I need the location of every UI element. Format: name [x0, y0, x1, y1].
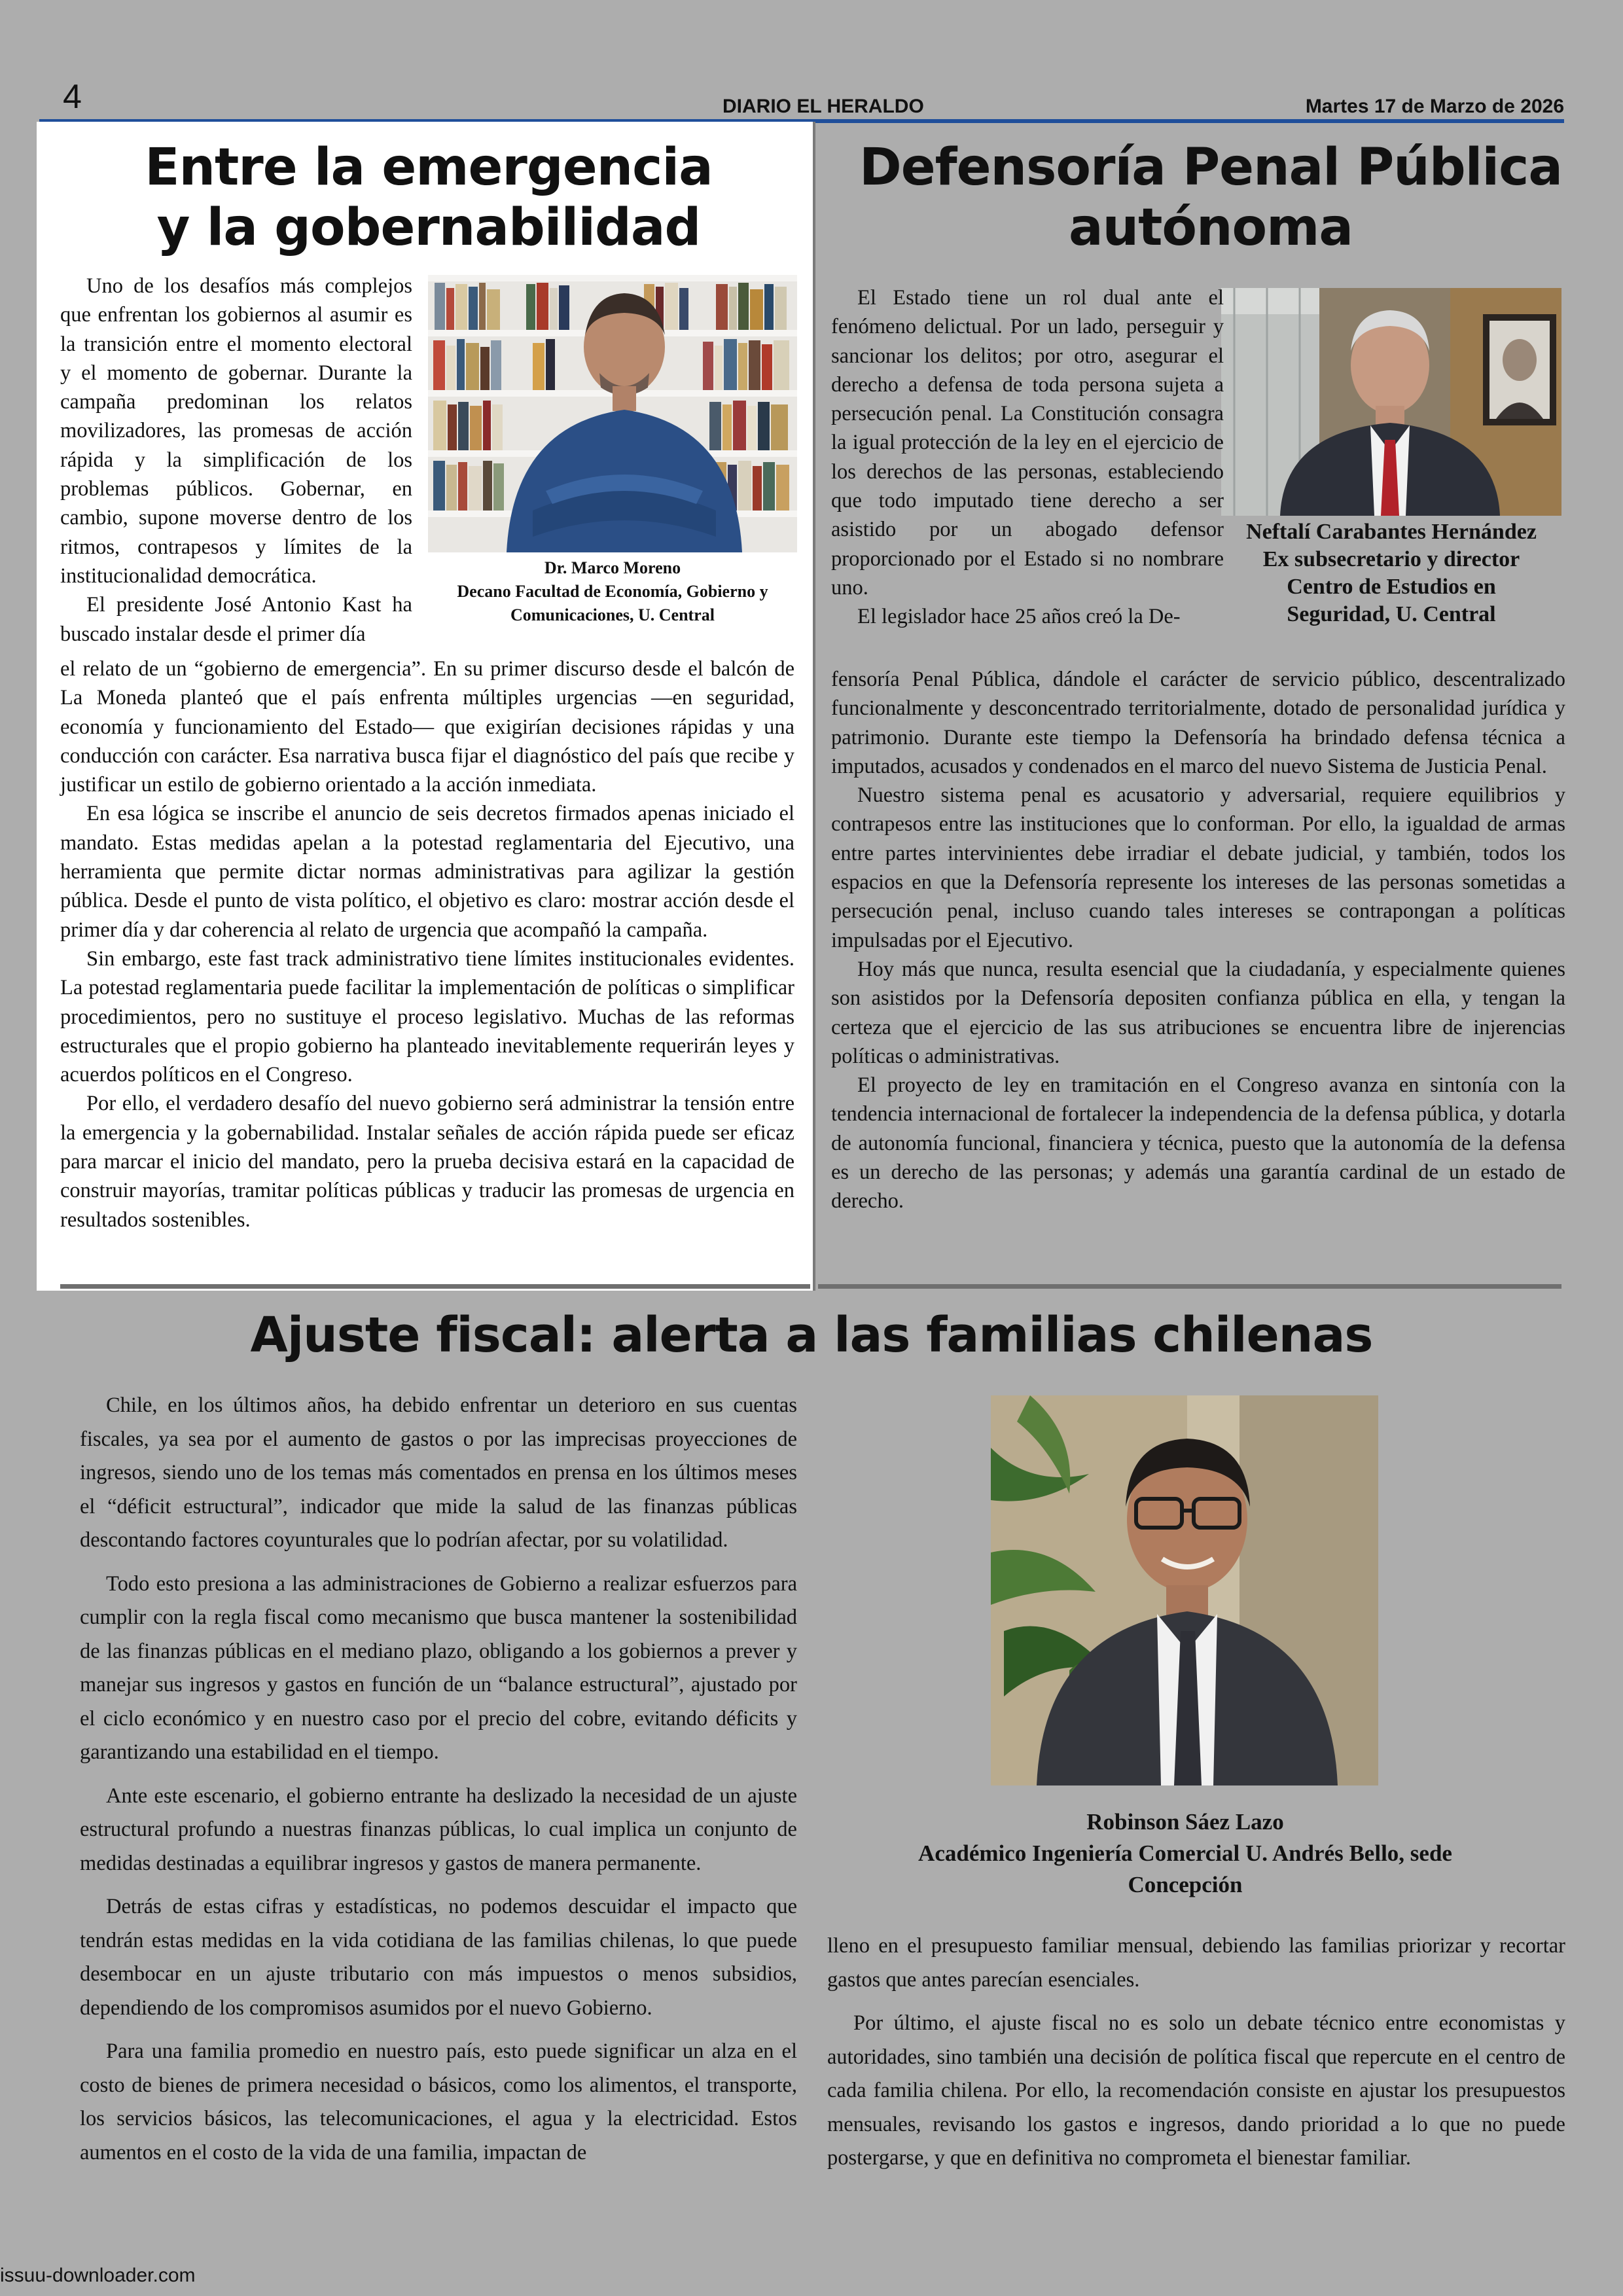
- article2-author-role: Ex subsecretario y director: [1262, 547, 1520, 571]
- article1-author-name: Dr. Marco Moreno: [544, 558, 681, 577]
- watermark: issuu-downloader.com: [0, 2265, 196, 2286]
- article3-caption: [826, 1806, 1544, 1901]
- article3-paragraph-1: Chile, en los últimos años, ha debido enfrentar un deterioro en sus cuentas fiscales, ya sea por el aumento de gastos o por las imprecisas proyecciones de ingresos, siendo uno de los temas más comentados en prensa en los últimos meses el “déficit estructural”, indicador que mide la salud de las finanzas públicas descontando factores coyunturales que lo podrían afectar, por su volatilidad.: [80, 1393, 797, 1552]
- article1-paragraph-2a: El presidente José Antonio Kast ha buscado instalar desde el primer día: [60, 593, 412, 646]
- article3-author-role: Académico Ingeniería Comercial U. Andrés Bello, sede: [918, 1840, 1452, 1866]
- article1-column-top: [60, 272, 412, 649]
- article2-author-name: Neftalí Carabantes Hernández: [1246, 520, 1537, 544]
- article3-author-photo: [991, 1395, 1378, 1785]
- article3-title: Ajuste fiscal: alerta a las familias chilenas: [250, 1307, 1373, 1363]
- article3-paragraph-6: Por último, el ajuste fiscal no es solo un debate técnico entre economistas y autoridades, sino también una decisión de política fiscal que repercute en el centro de cada familia chilena. Por ello, la recomendación consiste en ajustar los presupuestos mensuales, revisando los gastos e ingresos, dando prioridad a lo que no puede postergarse, y que en definitiva no comprometa el bienestar familiar.: [827, 2011, 1565, 2170]
- article3-paragraph-5a: Para una familia promedio en nuestro país, esto puede significar un alza en el costo de bienes de primera necesidad o básicos, como los alimentos, el transporte, los servicios básicos, las telecomunicaciones, el agua y la electricidad. Estos aumentos en el costo de la vida de una familia, impactan de: [80, 2039, 797, 2164]
- article1-column-bottom: [60, 655, 794, 1234]
- article1-caption: [428, 556, 797, 627]
- article2-author-institution-1: Centro de Estudios en: [1287, 575, 1496, 599]
- newspaper-name: DIARIO EL HERALDO: [722, 96, 924, 117]
- article2-paragraph-5: El proyecto de ley en tramitación en el Congreso avanza en sintonía con la tendencia internacional de fortalecer la independencia de la defensa pública, y dotarla de autonomía funcional, financiera y técnica, puesto que la autonomía de la defensa es un derecho de las personas; y además una garantía cardinal de un estado de derecho.: [831, 1073, 1565, 1213]
- page-number: 4: [63, 78, 82, 116]
- article2-paragraph-4: Hoy más que nunca, resulta esencial que la ciudadanía, y especialmente quienes son asistidos por la Defensoría depositen confianza pública en ella, y tengan la certeza que el ejercicio de las sus atribuciones se encuentra libre de injerencias políticas o administrativas.: [831, 957, 1565, 1068]
- article1-paragraph-2b: el relato de un “gobierno de emergencia”. En su primer discurso desde el balcón de La Moneda planteó que el país enfrenta múltiples urgencias —en seguridad, economía y funcionamiento del Estado— que exigirían decisiones rápidas y una conducción con carácter. Esa narrativa busca fijar el diagnóstico del país que recibe y justificar un estilo de gobierno orientado a la acción inmediata.: [60, 657, 794, 797]
- article2-paragraph-1: El Estado tiene un rol dual ante el fenómeno delictual. Por un lado, perseguir y sancionar los delitos; por otro, asegurar el derecho a defensa de toda persona sujeta a persecución penal. La Constitución consagra la igual protección de la ley en el ejercicio de los derechos de las personas, estableciendo que todo imputado tiene derecho a ser asistido por un abogado defensor proporcionado por el Estado si no nombrare uno.: [831, 286, 1224, 600]
- article1-title: [52, 137, 805, 258]
- article2-paragraph-2b: fensoría Penal Pública, dándole el carácter de servicio público, descentralizado funcionalmente y desconcentrado territorialmente, dotado de personalidad jurídica y patrimonio. Durante este tiempo la Defensoría ha brindado defensa técnica a imputados, acusados y condenados en el marco del nuevo Sistema de Justicia Penal.: [831, 668, 1565, 778]
- article1-paragraph-3: En esa lógica se inscribe el anuncio de seis decretos firmados apenas iniciado el mandato. Estas medidas apelan a la potestad reglamentaria del Ejecutivo, una herramienta que permite dictar normas administrativas para agilizar la gestión pública. Desde el punto de vista político, el objetivo es claro: mostrar acción desde el primer día y dar coherencia al relato de urgencia que acompañó la campaña.: [60, 802, 794, 942]
- article3-left-column: [80, 1389, 797, 2179]
- article2-title-line1: Defensoría Penal Pública: [859, 138, 1563, 197]
- article2-column-top: [831, 283, 1224, 632]
- issue-date: Martes 17 de Marzo de 2026: [1305, 96, 1564, 117]
- article1-paragraph-5: Por ello, el verdadero desafío del nuevo gobierno será administrar la tensión entre la emergencia y la gobernabilidad. Instalar señales de acción rápida puede ser eficaz para marcar el inicio del mandato, pero la prueba decisiva estará en la capacidad de construir mayorías, tramitar políticas públicas y traducir las promesas de urgencia en resultados sostenibles.: [60, 1092, 794, 1232]
- article3-author-name: Robinson Sáez Lazo: [1086, 1809, 1284, 1835]
- article3-paragraph-3: Ante este escenario, el gobierno entrante ha deslizado la necesidad de un ajuste estructural profundo a nuestras finanzas públicas, lo cual implica un conjunto de medidas destinadas a equilibrar ingresos y gastos de manera permanente.: [80, 1784, 797, 1875]
- article2-column-bottom: [831, 665, 1565, 1216]
- article3-paragraph-2: Todo esto presiona a las administraciones de Gobierno a realizar esfuerzos para cumplir con la regla fiscal como mecanismo que busca mantener la sostenibilidad de las finanzas públicas en el mediano plazo, obligando a los gobiernos a prever y manejar sus ingresos y gastos en función de un “balance estructural”, ajustado por el ciclo económico y en nuestro caso por el precio del cobre, evitando déficits y garantizando una estabilidad en el tiempo.: [80, 1571, 797, 1764]
- article3-paragraph-5b: lleno en el presupuesto familiar mensual, debiendo las familias priorizar y recortar gastos que antes parecían esenciales.: [827, 1934, 1565, 1992]
- article1-author-role: Decano Facultad de Economía, Gobierno y: [457, 582, 768, 601]
- article1-title-line1: Entre la emergencia: [145, 138, 713, 197]
- article1-title-line2: y la gobernabilidad: [156, 198, 701, 257]
- section-divider-right: [818, 1284, 1561, 1289]
- article2-title-line2: autónoma: [1068, 198, 1353, 257]
- article2-caption: [1217, 518, 1565, 628]
- article2-paragraph-3: Nuestro sistema penal es acusatorio y adversarial, requiere equilibrios y contrapesos entre las instituciones que lo conforman. Por ello, la igualdad de armas entre partes intervinientes debe irradiar el debate judicial, y también, todos los espacios en que la Defensoría represente los intereses de las personas sometidas a persecución penal, incluso cuando tales intereses se contrapongan a políticas impulsadas por el Ejecutivo.: [831, 783, 1565, 952]
- article1-author-institution: Comunicaciones, U. Central: [510, 605, 715, 624]
- article3-right-column: [827, 1929, 1565, 2185]
- article1-paragraph-1: Uno de los desafíos más complejos que enfrentan los gobiernos al asumir es la transición entre el momento electoral y el momento de gobernar. Durante la campaña predominan los relatos movilizadores, las promesas de acción rápida y la simplificación de los problemas públicos. Gobernar, en cambio, supone moverse dentro de los ritmos, contrapesos y límites de la institucionalidad democrática.: [60, 274, 412, 588]
- article3-paragraph-4: Detrás de estas cifras y estadísticas, no podemos descuidar el impacto que tendrán estas medidas en la vida cotidiana de las familias chilenas, lo que puede desembocar en un ajuste tributario con más impuestos o menos subsidios, dependiendo de los compromisos asumidos por el nuevo Gobierno.: [80, 1895, 797, 2020]
- article1-paragraph-4: Sin embargo, este fast track administrativo tiene límites institucionales evidentes. La potestad reglamentaria puede facilitar la implementación de políticas o simplificar procedimientos, pero no sustituye el proceso legislativo. Muchas de las reformas estructurales que el propio gobierno ha planteado inevitablemente requerirán leyes y acuerdos políticos en el Congreso.: [60, 946, 794, 1087]
- article2-author-photo: [1221, 288, 1561, 516]
- article2-paragraph-2a: El legislador hace 25 años creó la De-: [857, 605, 1181, 629]
- article2-author-institution-2: Seguridad, U. Central: [1287, 602, 1496, 626]
- section-divider-left: [60, 1284, 810, 1289]
- article3-author-location: Concepción: [1128, 1872, 1243, 1897]
- article1-author-photo: [428, 275, 797, 552]
- column-divider: [813, 122, 815, 1291]
- article2-title: [825, 137, 1597, 258]
